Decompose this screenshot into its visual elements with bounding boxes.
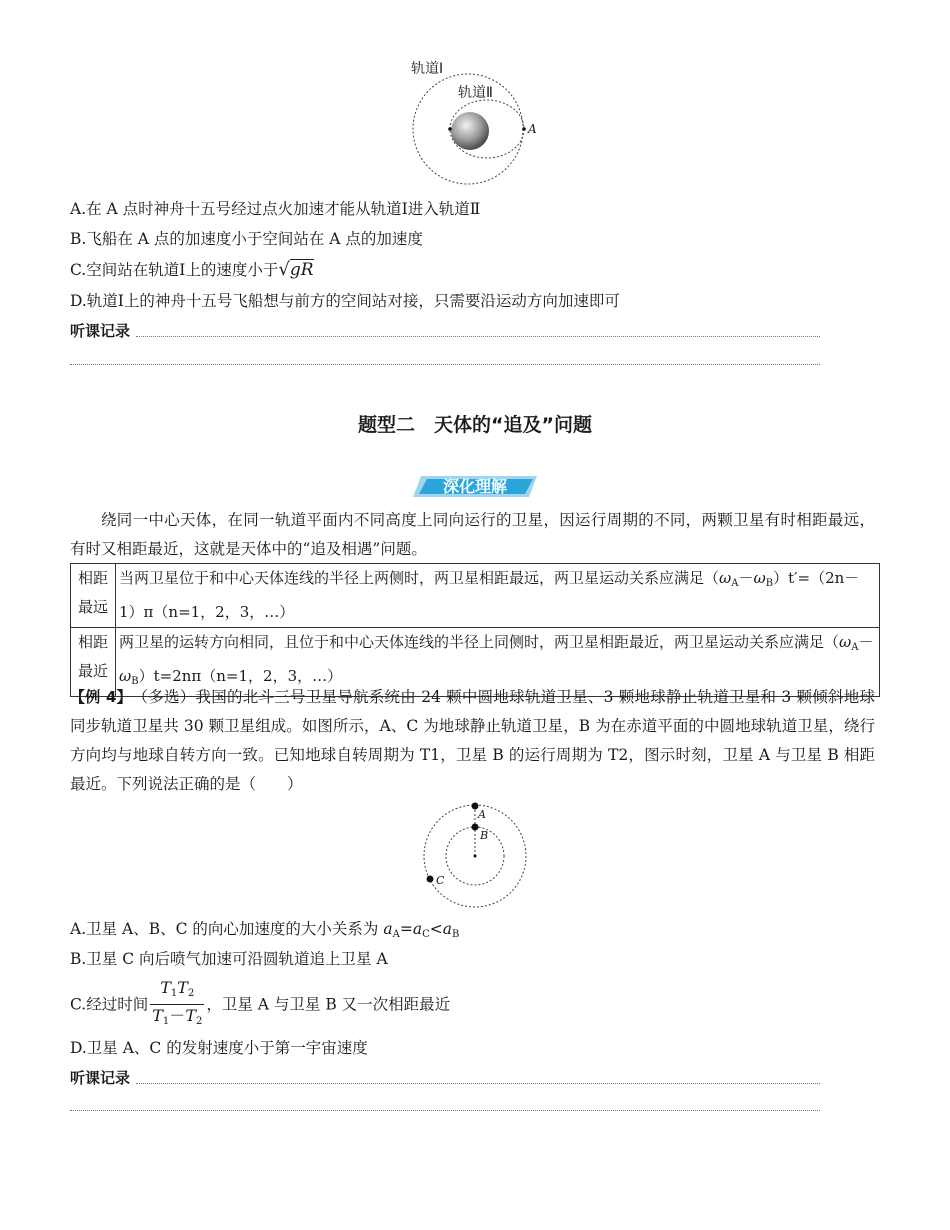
example4-option-d: D.卫星 A、C 的发射速度小于第一宇宙速度 <box>70 1039 368 1057</box>
example4-option-a: A.卫星 A、B、C 的向心加速度的大小关系为 $a_A=a_C<a_B$ <box>70 920 460 940</box>
notes-line-1a <box>136 336 820 337</box>
example4-option-c <box>70 978 450 1033</box>
point-A-label: A <box>528 122 537 136</box>
example4-option-b: B.卫星 C 向后喷气加速可沿圆轨道追上卫星 A <box>70 950 388 968</box>
orbit1-label: 轨道Ⅰ <box>411 61 444 77</box>
example4-option-c-prefix: C.经过时间 <box>70 995 149 1014</box>
orbit2-label: 轨道Ⅱ <box>458 85 493 101</box>
sqrt-sign: √ <box>278 259 290 280</box>
prev-option-c-prefix: C.空间站在轨道Ⅰ上的速度小于 <box>70 261 279 279</box>
table-label-nearest: 相距最近 <box>71 628 116 697</box>
example4-option-a-prefix: A.卫星 A、B、C 的向心加速度的大小关系为 <box>70 920 384 938</box>
example4-option-c-suffix: ，卫星 A 与卫星 B 又一次相距最近 <box>206 995 451 1014</box>
prev-option-b: B.飞船在 A 点的加速度小于空间站在 A 点的加速度 <box>70 230 423 248</box>
table-row <box>71 564 880 628</box>
central-body <box>451 112 489 150</box>
chase-table <box>70 563 880 697</box>
prev-option-a: A.在 A 点时神舟十五号经过点火加速才能从轨道Ⅰ进入轨道Ⅱ <box>70 200 481 218</box>
table-text-farthest: 当两卫星位于和中心天体连线的半径上两侧时，两卫星相距最远，两卫星运动关系应满足$(\omega_A-\omega_B)t'=(2n-1)\pi(n=1$，2，3，…） <box>116 564 880 628</box>
notes-label-1: 听课记录 <box>70 322 131 340</box>
fig-label-A: A <box>478 808 486 821</box>
point-left <box>448 127 452 131</box>
sqrt-expr: gR <box>289 260 314 280</box>
satellite-B <box>472 824 479 831</box>
notes-line-1b <box>70 364 820 365</box>
notes-line-2b <box>70 1110 820 1111</box>
badge-label: 深化理解 <box>442 477 507 496</box>
earth-center <box>474 855 477 858</box>
prev-option-d: D.轨道Ⅰ上的神舟十五号飞船想与前方的空间站对接，只需要沿运动方向加速即可 <box>70 292 620 310</box>
table-text-nearest: 两卫星的运转方向相同，且位于和中心天体连线的半径上同侧时，两卫星相距最近，两卫星运动关系应满足$(\omega_A-\omega_B)t=2n\pi(n=1$，2，3，…） <box>116 628 880 697</box>
table-text-farthest-b: ）t′=（2n－1）π（n=1，2，3，…） <box>119 569 860 621</box>
table-label-farthest: 相距最远 <box>71 564 116 628</box>
notes-label-2: 听课记录 <box>70 1069 131 1087</box>
fraction: $\frac{T_1T_2}{T_1-T_2}$ <box>152 978 203 1027</box>
satellite-C <box>427 876 434 883</box>
section-title: 题型二 天体的“追及”问题 <box>358 414 592 436</box>
satellite-figure <box>418 800 533 910</box>
section-intro: 绕同一中心天体，在同一轨道平面内不同高度上同向运行的卫星，因运行周期的不同，两颗卫星有时相距最远，有时又相距最近，这就是天体中的“追及相遇”问题。 <box>70 511 875 558</box>
example4-tag: 【例 4】 <box>70 688 125 706</box>
point-A <box>522 127 526 131</box>
fig-label-B: B <box>480 829 489 842</box>
fig-label-C: C <box>436 874 445 887</box>
example4-text: （多选）我国的北斗三号卫星导航系统由 24 颗中圆地球轨道卫星、3 颗地球静止轨道卫星和 3 颗倾斜地球同步轨道卫星共 30 颗卫星组成。如图所示，A、C 为地球静止轨道卫星，B 为在赤道平面的中圆地球轨道卫星，绕行方向均与地球自转方向一致。已知地球自转周期为 T1，卫星 B 的运行周期为 T2，图示时刻，卫星 A 与卫星 B 相距最近。下列说法正确的是（ ） <box>70 688 875 793</box>
example4-stem <box>70 683 875 799</box>
table-text-farthest-a: 当两卫星位于和中心天体连线的半径上两侧时，两卫星相距最远，两卫星运动关系应满足（ <box>119 569 720 587</box>
notes-line-2a <box>136 1083 820 1084</box>
prev-option-c <box>70 259 314 281</box>
table-text-nearest-a: 两卫星的运转方向相同，且位于和中心天体连线的半径上同侧时，两卫星相距最近，两卫星运动关系应满足（ <box>119 633 840 651</box>
table-text-nearest-b: ）t=2nπ（n=1，2，3，…） <box>138 667 343 685</box>
